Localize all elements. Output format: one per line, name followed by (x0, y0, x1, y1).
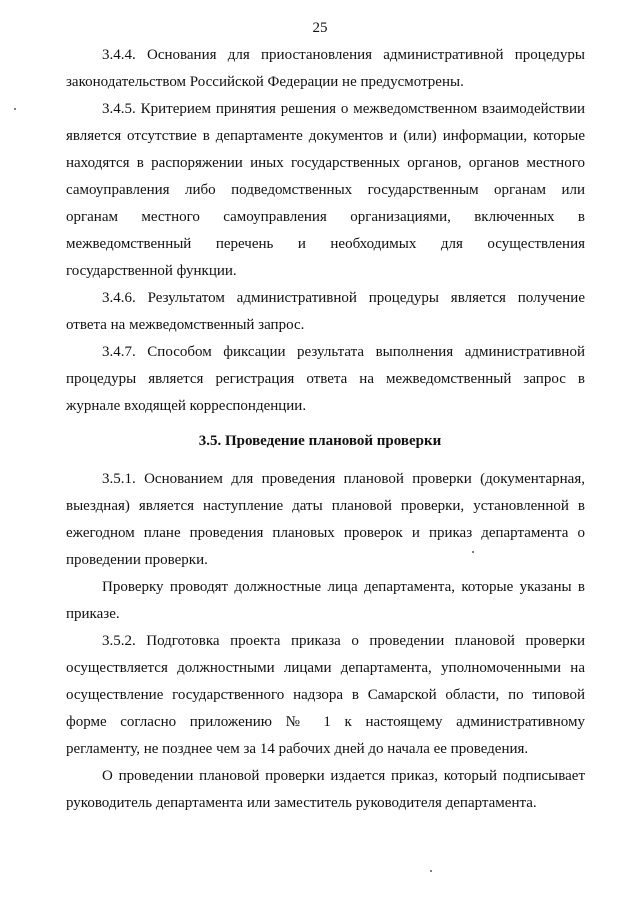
page-number: 25 (312, 20, 328, 36)
text-line: 3.5.1. Основанием для проведения плановой проверки (документарная, (102, 471, 585, 487)
text-line: Проверку проводят должностные лица департамента, которые указаны в (102, 579, 585, 595)
text-line: межведомственный перечень и необходимых для осуществления (66, 236, 585, 252)
text-line: регламенту, не позднее чем за 14 рабочих дней до начала ее проведения. (66, 741, 529, 757)
text-line: руководитель департамента или заместитель руководителя департамента. (66, 795, 537, 811)
text-line: журнале входящей корреспонденции. (66, 398, 307, 414)
text-line: законодательством Российской Федерации не предусмотрены. (66, 74, 464, 90)
text-line: 3.5.2. Подготовка проекта приказа о проведении плановой проверки (102, 633, 585, 649)
scan-speck (430, 870, 432, 872)
text-line: органам местного самоуправления организациями, включенных в (66, 209, 585, 225)
text-line: процедуры является регистрация ответа на межведомственный запрос в (66, 371, 585, 387)
text-line: государственной функции. (66, 263, 237, 279)
text-line: 3.4.6. Результатом административной процедуры является получение (102, 290, 585, 306)
text-line: проведении проверки. (66, 552, 208, 568)
text-line: ежегодном плане проведения плановых проверок и приказ департамента о (66, 525, 585, 541)
text-line: находятся в распоряжении иных государственных органов, органов местного (66, 155, 585, 171)
text-line: 3.4.7. Способом фиксации результата выполнения административной (102, 344, 585, 360)
text-line: выездная) является наступление даты плановой проверки, установленной в (66, 498, 585, 514)
text-line: 3.4.5. Критерием принятия решения о межведомственном взаимодействии (102, 101, 585, 117)
section-heading: 3.5. Проведение плановой проверки (198, 433, 442, 449)
text-line: 3.4.4. Основания для приостановления административной процедуры (102, 47, 585, 63)
text-line: самоуправления либо подведомственных государственным органам или (66, 182, 585, 198)
text-line: форме согласно приложению № 1 к настоящему административному (66, 714, 585, 730)
scan-speck (14, 108, 16, 110)
text-line: приказе. (66, 606, 120, 622)
scan-speck (472, 551, 474, 553)
text-line: осуществление государственного надзора в Самарской области, по типовой (66, 687, 585, 703)
text-line: осуществляется должностными лицами департамента, уполномоченными на (66, 660, 585, 676)
text-line: ответа на межведомственный запрос. (66, 317, 305, 333)
text-line: О проведении плановой проверки издается приказ, который подписывает (102, 768, 585, 784)
text-line: является отсутствие в департаменте документов и (или) информации, которые (66, 128, 585, 144)
